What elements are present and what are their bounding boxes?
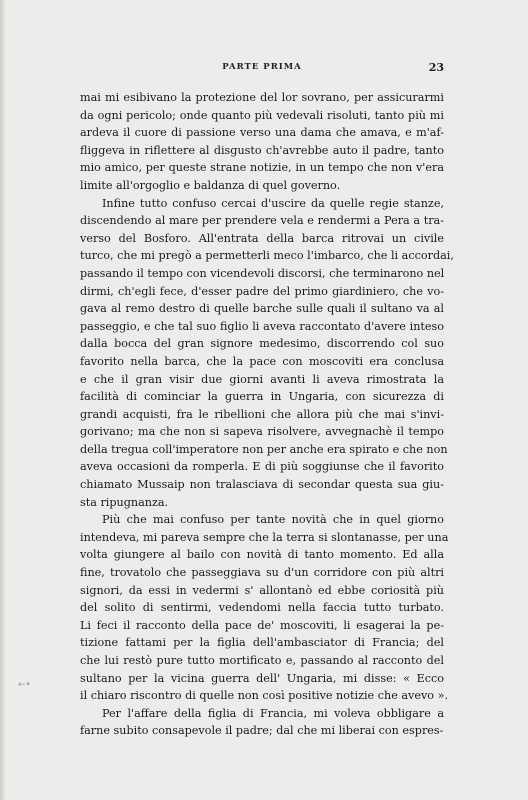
- text-line: del solito di sentirmi, vedendomi nella faccia tutto turbato.: [80, 601, 444, 615]
- text-line: sta ripugnanza.: [80, 495, 169, 509]
- text-line: turco, che mi pregò a permetterli meco l'imbarco, che li accordai,: [80, 249, 454, 263]
- text-line: passando il tempo con vicendevoli discorsi, che terminarono nel: [80, 266, 445, 280]
- text-line: ardeva il cuore di passione verso una dama che amava, e m'af-: [80, 126, 444, 140]
- text-line: verso del Bosforo. All'entrata della barca ritrovai un civile: [80, 231, 444, 245]
- text-line: della tregua coll'imperatore non per anche era spirato e che non: [80, 442, 448, 456]
- page-number: 23: [428, 61, 444, 74]
- text-line: facilità di cominciar la guerra in Ungaria, con sicurezza di: [80, 390, 444, 404]
- text-line: Per l'affare della figlia di Francia, mi voleva obbligare a: [102, 706, 444, 720]
- text-line: il chiaro riscontro di quelle non così positive notizie che avevo ».: [80, 689, 448, 703]
- text-line: gorivano; ma che non si sapeva risolvere, avvegnachè il tempo: [80, 425, 444, 439]
- page-header: [80, 62, 444, 76]
- text-line: mai mi esibivano la protezione del lor sovrano, per assicurarmi: [80, 91, 444, 104]
- text-line: grandi acquisti, fra le ribellioni che allora più che mai s'invi-: [80, 407, 444, 421]
- text-line: da ogni pericolo; onde quanto più vedevali risoluti, tanto più mi: [80, 108, 444, 122]
- text-line: intendeva, mi pareva sempre che la terra si slontanasse, per una: [80, 530, 449, 544]
- text-line: dirmi, ch'egli fece, d'esser padre del primo giardiniero, che vo-: [80, 284, 444, 298]
- body-text: [80, 89, 454, 740]
- text-line: e che il gran visir due giorni avanti li aveva rimostrata la: [80, 372, 444, 386]
- text-line: volta giungere al bailo con novità di tanto momento. Ed alla: [80, 548, 444, 562]
- text-line: limite all'orgoglio e baldanza di quel governo.: [80, 178, 341, 192]
- text-line: che lui restò pure tutto mortificato e, passando al racconto del: [80, 654, 444, 667]
- page-gutter-shadow: [0, 0, 6, 800]
- margin-mark: ←•: [18, 680, 31, 690]
- text-line: Li feci il racconto della pace de' moscoviti, li esagerai la pe-: [80, 618, 444, 632]
- text-line: farne subito consapevole il padre; dal che mi liberai con espres-: [80, 724, 444, 738]
- text-line: dalla bocca del gran signore medesimo, discorrendo col suo: [80, 337, 444, 351]
- text-line: gava al remo destro di quelle barche sulle quali il sultano va al: [80, 302, 444, 316]
- text-line: fine, trovatolo che passeggiava su d'un corridore con più altri: [80, 566, 444, 580]
- text-line: sultano per la vicina guerra dell' Ungaria, mi disse: « Ecco: [80, 671, 444, 685]
- text-line: passeggio, e che tal suo figlio li aveva raccontato d'avere inteso: [80, 319, 444, 333]
- text-line: discendendo al mare per prendere vela e rendermi a Pera a tra-: [80, 214, 444, 228]
- text-line: signori, da essi in vedermi s' allontanò ed ebbe coriosità più: [80, 583, 444, 597]
- running-head: PARTE PRIMA: [222, 62, 302, 72]
- text-line: favorito nella barca, che la pace con moscoviti era conclusa: [80, 354, 444, 368]
- text-line: chiamato Mussaip non tralasciava di secondar questa sua giu-: [80, 478, 444, 492]
- text-line: Più che mai confuso per tante novità che in quel giorno: [102, 513, 444, 527]
- text-line: fliggeva in riflettere al disgusto ch'avrebbe auto il padre, tanto: [80, 143, 444, 157]
- text-line: tizione fattami per la figlia dell'ambasciator di Francia; del: [80, 636, 444, 650]
- text-line: Infine tutto confuso cercai d'uscire da quelle regie stanze,: [102, 196, 444, 210]
- text-line: mio amico, per queste strane notizie, in un tempo che non v'era: [80, 161, 444, 175]
- text-line: aveva occasioni da romperla. E di più soggiunse che il favorito: [80, 460, 444, 474]
